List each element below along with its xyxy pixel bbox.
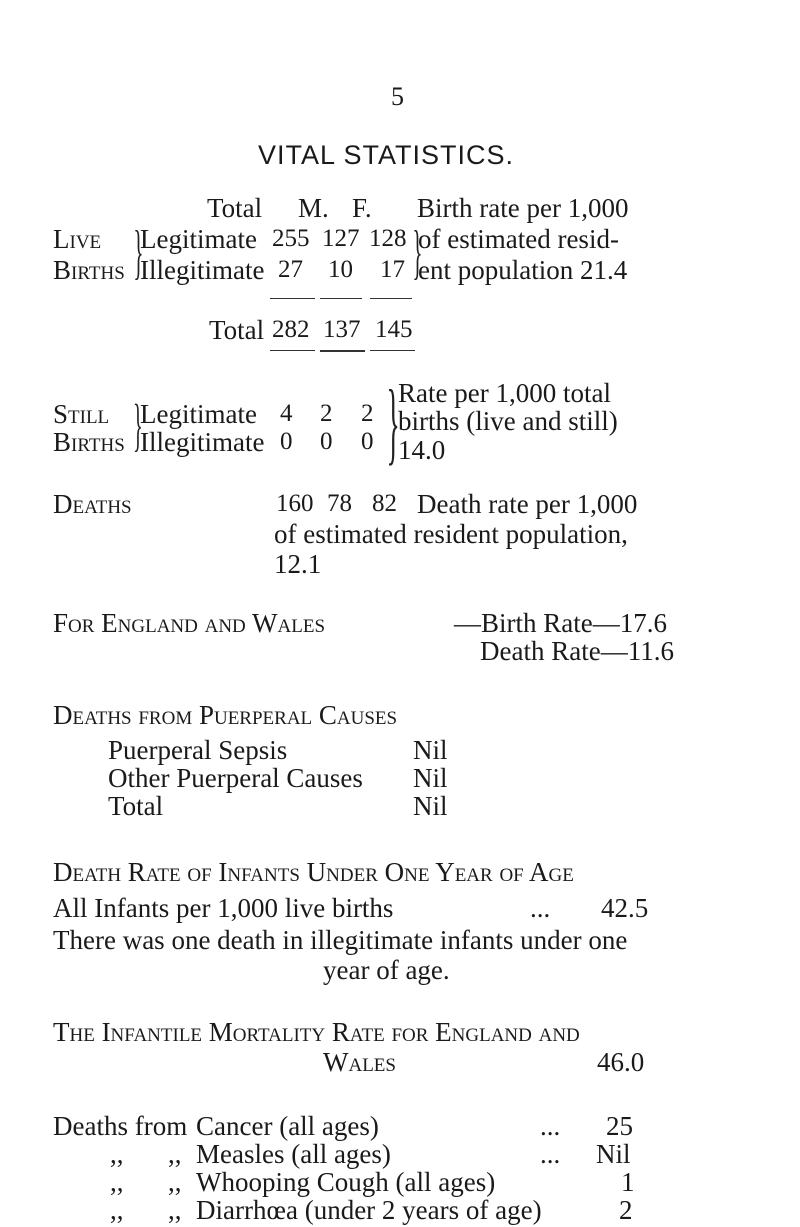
deaths-f: 82 bbox=[372, 490, 397, 517]
birth-rate-note-2: of estimated resid- bbox=[418, 224, 619, 254]
cause-1-prefix: Deaths from bbox=[53, 1111, 188, 1141]
births-rows-brace: } bbox=[412, 219, 423, 285]
england-wales-birth-rate: —Birth Rate—17.6 bbox=[454, 608, 667, 638]
still-legitimate-m: 2 bbox=[320, 400, 333, 427]
header-m: M. bbox=[298, 193, 329, 223]
row-illegitimate-f: 17 bbox=[380, 256, 405, 283]
header-total: Total bbox=[207, 193, 263, 223]
birth-rate-note-3: ent population 21.4 bbox=[418, 255, 628, 285]
still-rows-brace: } bbox=[386, 371, 400, 473]
puerperal-row-3-label: Total bbox=[108, 791, 164, 821]
still-label: Still bbox=[53, 399, 110, 429]
row-illegitimate-label: Illegitimate bbox=[140, 255, 265, 285]
still-legitimate-total: 4 bbox=[280, 400, 293, 427]
row-illegitimate-m: 10 bbox=[328, 256, 353, 283]
puerperal-row-1-value: Nil bbox=[413, 735, 448, 765]
death-rate-note-1: Death rate per 1,000 bbox=[417, 489, 638, 519]
still-rate-note-3: 14.0 bbox=[398, 435, 446, 465]
still-illegitimate-f: 0 bbox=[361, 428, 374, 455]
cause-4-ditto: ,, bbox=[168, 1195, 182, 1225]
puerperal-row-1-label: Puerperal Sepsis bbox=[108, 735, 288, 765]
cause-2-label: Measles (all ages) bbox=[196, 1139, 391, 1169]
deaths-label: Deaths bbox=[53, 489, 132, 519]
still-legitimate-label: Legitimate bbox=[140, 399, 257, 429]
header-f: F. bbox=[352, 193, 372, 223]
page-number: 5 bbox=[391, 82, 404, 111]
puerperal-row-3-value: Nil bbox=[413, 791, 448, 821]
cause-2-ditto: ,, bbox=[168, 1139, 182, 1169]
puerperal-row-2-label: Other Puerperal Causes bbox=[108, 763, 363, 793]
row-illegitimate-total: 27 bbox=[278, 256, 303, 283]
infants-note-2: year of age. bbox=[323, 955, 450, 985]
cause-2-dots: ... bbox=[540, 1139, 561, 1169]
subtotal-rule-m bbox=[320, 298, 362, 299]
deaths-total: 160 bbox=[276, 490, 314, 517]
cause-3-ditto: ,, bbox=[168, 1167, 182, 1197]
live-label: Live bbox=[53, 224, 102, 254]
row-legitimate-m: 127 bbox=[322, 225, 360, 252]
infants-value: 42.5 bbox=[601, 893, 649, 923]
page-title: VITAL STATISTICS. bbox=[258, 140, 515, 170]
births-label: Births bbox=[53, 255, 125, 285]
cause-1-label: Cancer (all ages) bbox=[196, 1111, 379, 1141]
total-row-f: 145 bbox=[375, 316, 413, 343]
still-births-brace: } bbox=[133, 392, 143, 457]
total-row-total: 282 bbox=[272, 316, 310, 343]
imr-line-1: The Infantile Mortality Rate for England and bbox=[53, 1017, 580, 1047]
puerperal-heading: Deaths from Puerperal Causes bbox=[53, 700, 398, 730]
cause-1-value: 25 bbox=[606, 1111, 633, 1141]
imr-line-2: Wales bbox=[323, 1047, 396, 1077]
infants-heading: Death Rate of Infants Under One Year of Age bbox=[53, 857, 574, 887]
total-rule-m bbox=[320, 350, 365, 352]
cause-4-label: Diarrhœa (under 2 years of age) bbox=[196, 1195, 542, 1225]
live-births-brace: } bbox=[133, 219, 144, 285]
cause-3-prefix: ,, bbox=[110, 1167, 124, 1197]
cause-1-dots: ... bbox=[540, 1111, 561, 1141]
total-rule-f bbox=[370, 350, 415, 351]
subtotal-rule-total bbox=[270, 298, 315, 299]
cause-2-value: Nil bbox=[596, 1139, 631, 1169]
death-rate-note-2: of estimated resident population, bbox=[274, 519, 628, 549]
still-illegitimate-label: Illegitimate bbox=[140, 427, 265, 457]
cause-3-value: 1 bbox=[621, 1167, 635, 1197]
death-rate-note-3: 12.1 bbox=[274, 549, 322, 579]
still-illegitimate-m: 0 bbox=[320, 428, 333, 455]
subtotal-rule-f bbox=[370, 298, 412, 299]
deaths-m: 78 bbox=[327, 490, 352, 517]
cause-4-prefix: ,, bbox=[110, 1195, 124, 1225]
puerperal-row-2-value: Nil bbox=[413, 763, 448, 793]
infants-dots: ... bbox=[530, 893, 551, 923]
total-row-label: Total bbox=[209, 315, 265, 345]
still-rate-note-1: Rate per 1,000 total bbox=[398, 378, 611, 408]
still-births-label: Births bbox=[53, 427, 125, 457]
imr-value: 46.0 bbox=[597, 1047, 645, 1077]
infants-line-label: All Infants per 1,000 live births bbox=[53, 893, 394, 923]
infants-note-1: There was one death in illegitimate infants under one bbox=[53, 925, 628, 955]
total-rule-total bbox=[270, 350, 315, 351]
birth-rate-note-1: Birth rate per 1,000 bbox=[417, 193, 629, 223]
england-wales-label: For England and Wales bbox=[53, 608, 326, 638]
row-legitimate-f: 128 bbox=[369, 225, 407, 252]
row-legitimate-total: 255 bbox=[272, 225, 310, 252]
still-rate-note-2: births (live and still) bbox=[398, 406, 618, 436]
total-row-m: 137 bbox=[323, 316, 361, 343]
still-legitimate-f: 2 bbox=[361, 400, 374, 427]
cause-2-prefix: ,, bbox=[110, 1139, 124, 1169]
england-wales-death-rate: Death Rate—11.6 bbox=[480, 636, 674, 666]
cause-4-value: 2 bbox=[619, 1195, 633, 1225]
row-legitimate-label: Legitimate bbox=[140, 224, 257, 254]
still-illegitimate-total: 0 bbox=[280, 428, 293, 455]
cause-3-label: Whooping Cough (all ages) bbox=[196, 1167, 496, 1197]
